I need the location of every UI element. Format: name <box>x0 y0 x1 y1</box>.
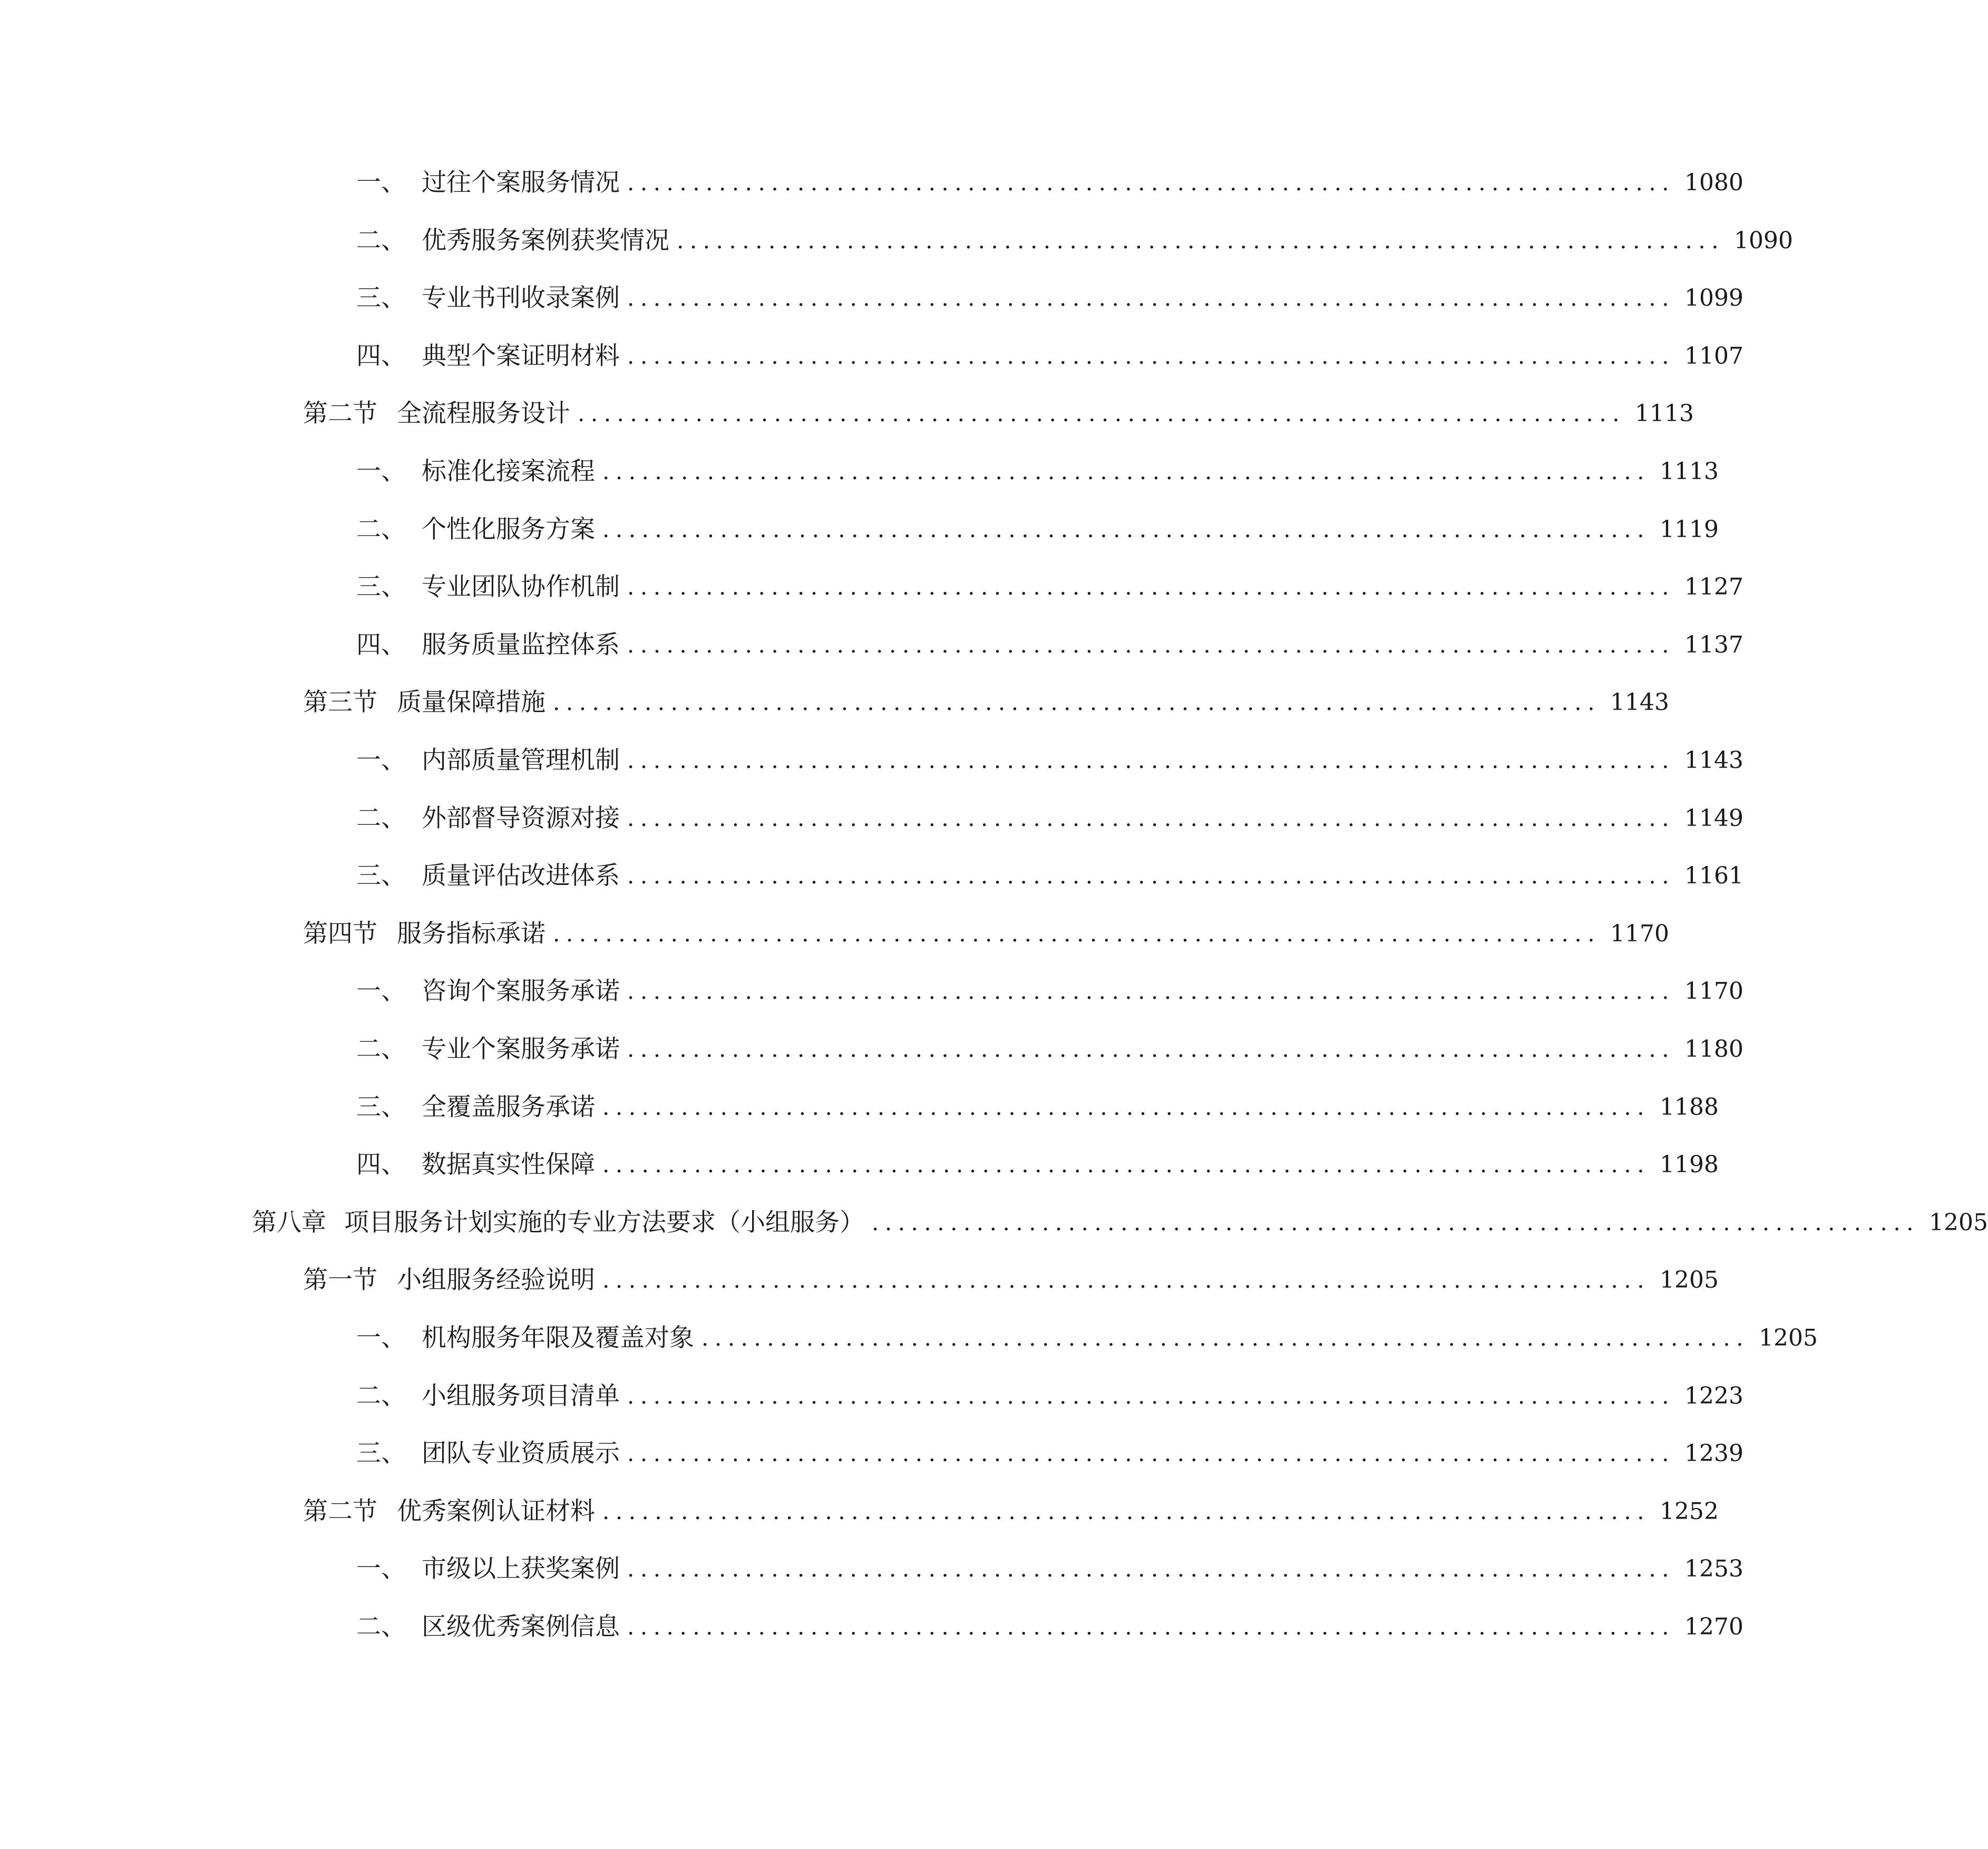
toc-entry-page-number: 1149 <box>1684 805 1744 832</box>
toc-dot-leader: ................................................................................ <box>578 401 1626 426</box>
toc-entry[interactable] <box>356 1606 1744 1648</box>
toc-entry-number: 二、 <box>356 515 406 544</box>
toc-entry-page-number: 1107 <box>1684 343 1744 369</box>
toc-entry-number: 第一节 <box>303 1266 377 1295</box>
toc-entry[interactable] <box>356 509 1719 551</box>
toc-dot-leader: ................................................................................ <box>602 1498 1651 1524</box>
toc-dot-leader: ................................................................................ <box>602 1267 1651 1293</box>
toc-dot-leader: ................................................................................ <box>553 921 1601 947</box>
toc-entry-title: 项目服务计划实施的专业方法要求（小组服务） <box>344 1208 864 1237</box>
toc-entry-title: 咨询个案服务承诺 <box>422 977 620 1006</box>
toc-entry[interactable] <box>303 1259 1719 1301</box>
toc-entry-number: 第二节 <box>303 399 377 428</box>
toc-dot-leader: ................................................................................ <box>627 1614 1675 1640</box>
toc-entry-title: 小组服务项目清单 <box>422 1381 620 1410</box>
toc-dot-leader: ................................................................................ <box>602 1094 1651 1120</box>
toc-entry[interactable] <box>356 739 1744 782</box>
toc-entry-number: 第二节 <box>303 1497 377 1526</box>
toc-entry-title: 机构服务年限及覆盖对象 <box>422 1324 694 1352</box>
toc-entry-page-number: 1170 <box>1610 920 1670 947</box>
toc-entry-page-number: 1205 <box>1660 1267 1719 1293</box>
toc-entry-title: 专业书刊收录案例 <box>422 284 620 313</box>
toc-entry-title: 质量评估改进体系 <box>422 861 620 890</box>
toc-entry-title: 全覆盖服务承诺 <box>422 1093 595 1122</box>
toc-entry[interactable] <box>356 1086 1719 1128</box>
toc-entry-number: 四、 <box>356 630 406 659</box>
toc-entry[interactable] <box>356 335 1744 377</box>
toc-entry-number: 三、 <box>356 1093 406 1122</box>
toc-dot-leader: ................................................................................ <box>872 1210 1920 1235</box>
toc-entry-title: 质量保障措施 <box>397 688 545 717</box>
toc-entry-number: 一、 <box>356 1554 406 1583</box>
toc-entry-number: 第八章 <box>252 1208 326 1237</box>
toc-entry-number: 四、 <box>356 1150 406 1179</box>
toc-entry-number: 三、 <box>356 1439 406 1468</box>
toc-dot-leader: ................................................................................ <box>627 632 1675 658</box>
toc-dot-leader: ................................................................................ <box>701 1325 1750 1351</box>
toc-entry-number: 二、 <box>356 1035 406 1064</box>
toc-entry-title: 服务指标承诺 <box>397 919 545 948</box>
toc-entry[interactable] <box>356 797 1744 840</box>
toc-entry-title: 典型个案证明材料 <box>422 342 620 371</box>
toc-dot-leader: ................................................................................ <box>627 1441 1675 1466</box>
toc-entry-page-number: 1113 <box>1660 458 1719 485</box>
toc-entry-title: 优秀案例认证材料 <box>397 1497 595 1526</box>
toc-entry-title: 外部督导资源对接 <box>422 804 620 833</box>
toc-entry-title: 过往个案服务情况 <box>422 168 620 197</box>
toc-entry-number: 二、 <box>356 1381 406 1410</box>
toc-entry-number: 二、 <box>356 1612 406 1641</box>
toc-entry-page-number: 1119 <box>1660 516 1719 543</box>
toc-entry-page-number: 1143 <box>1684 747 1744 774</box>
toc-entry[interactable] <box>356 220 1794 262</box>
toc-dot-leader: ................................................................................ <box>627 170 1675 196</box>
toc-entry-title: 区级优秀案例信息 <box>422 1612 620 1641</box>
toc-entry[interactable] <box>356 855 1744 897</box>
toc-dot-leader: ................................................................................ <box>627 747 1675 773</box>
toc-entry[interactable] <box>356 970 1744 1013</box>
toc-entry-number: 一、 <box>356 746 406 775</box>
toc-entry[interactable] <box>303 913 1670 955</box>
toc-entry[interactable] <box>303 682 1670 724</box>
toc-dot-leader: ................................................................................ <box>553 689 1601 715</box>
toc-entry-page-number: 1205 <box>1759 1325 1818 1351</box>
toc-entry-title: 市级以上获奖案例 <box>422 1554 620 1583</box>
toc-dot-leader: ................................................................................ <box>627 343 1675 369</box>
toc-entry-page-number: 1198 <box>1660 1151 1719 1178</box>
toc-entry-page-number: 1161 <box>1684 862 1744 889</box>
toc-entry-number: 一、 <box>356 1324 406 1352</box>
toc-entry-page-number: 1270 <box>1684 1613 1744 1640</box>
toc-entry[interactable] <box>356 1144 1719 1186</box>
toc-entry-title: 小组服务经验说明 <box>397 1266 595 1295</box>
toc-entry[interactable] <box>356 277 1744 319</box>
toc-entry-number: 三、 <box>356 284 406 313</box>
toc-entry-page-number: 1127 <box>1684 573 1744 600</box>
toc-dot-leader: ................................................................................ <box>602 1152 1651 1177</box>
toc-entry[interactable] <box>356 1317 1818 1359</box>
toc-entry-page-number: 1223 <box>1684 1383 1744 1409</box>
toc-entry-title: 个性化服务方案 <box>422 515 595 544</box>
toc-entry-number: 一、 <box>356 168 406 197</box>
toc-entry-title: 标准化接案流程 <box>422 457 595 486</box>
toc-entry[interactable] <box>356 1433 1744 1475</box>
toc-entry-title: 数据真实性保障 <box>422 1150 595 1179</box>
toc-entry[interactable] <box>356 1028 1744 1071</box>
toc-entry-page-number: 1205 <box>1929 1209 1988 1236</box>
toc-entry-number: 第四节 <box>303 919 377 948</box>
toc-entry-page-number: 1180 <box>1684 1036 1744 1063</box>
toc-entry-number: 一、 <box>356 977 406 1006</box>
toc-entry[interactable] <box>303 393 1694 435</box>
toc-entry-page-number: 1252 <box>1660 1498 1719 1525</box>
toc-entry-page-number: 1090 <box>1734 227 1794 254</box>
toc-entry-title: 服务质量监控体系 <box>422 630 620 659</box>
toc-entry-title: 全流程服务设计 <box>397 399 570 428</box>
toc-entry-number: 三、 <box>356 861 406 890</box>
toc-dot-leader: ................................................................................ <box>627 1036 1675 1062</box>
toc-dot-leader: ................................................................................ <box>602 517 1651 542</box>
toc-dot-leader: ................................................................................ <box>627 574 1675 600</box>
toc-dot-leader: ................................................................................ <box>627 285 1675 311</box>
toc-dot-leader: ................................................................................ <box>627 863 1675 889</box>
toc-entry-number: 四、 <box>356 342 406 371</box>
toc-entry-page-number: 1253 <box>1684 1555 1744 1582</box>
toc-entry-number: 二、 <box>356 804 406 833</box>
toc-entry-title: 团队专业资质展示 <box>422 1439 620 1468</box>
toc-entry-title: 专业个案服务承诺 <box>422 1035 620 1064</box>
toc-entry-number: 第三节 <box>303 688 377 717</box>
toc-entry-title: 优秀服务案例获奖情况 <box>422 226 669 255</box>
toc-entry-page-number: 1143 <box>1610 689 1670 716</box>
toc-entry-page-number: 1080 <box>1684 169 1744 196</box>
toc-entry[interactable] <box>356 1548 1744 1590</box>
toc-entry-page-number: 1170 <box>1684 978 1744 1005</box>
toc-dot-leader: ................................................................................ <box>677 228 1725 254</box>
toc-entry-page-number: 1239 <box>1684 1440 1744 1467</box>
toc-entry-number: 二、 <box>356 226 406 255</box>
toc-dot-leader: ................................................................................ <box>627 1556 1675 1582</box>
toc-entry-page-number: 1137 <box>1684 631 1744 658</box>
toc-entry[interactable] <box>356 1375 1744 1417</box>
toc-dot-leader: ................................................................................ <box>627 978 1675 1004</box>
toc-entry-title: 专业团队协作机制 <box>422 572 620 601</box>
toc-entry-page-number: 1113 <box>1635 400 1694 427</box>
toc-entry-number: 三、 <box>356 572 406 601</box>
toc-entry[interactable] <box>252 1202 1988 1244</box>
toc-entry[interactable] <box>303 1491 1719 1533</box>
toc-entry[interactable] <box>356 451 1719 493</box>
toc-entry-page-number: 1188 <box>1660 1094 1719 1121</box>
toc-entry[interactable] <box>356 624 1744 666</box>
toc-entry-title: 内部质量管理机制 <box>422 746 620 775</box>
toc-dot-leader: ................................................................................ <box>627 805 1675 831</box>
toc-entry-page-number: 1099 <box>1684 285 1744 312</box>
toc-entry[interactable] <box>356 162 1744 204</box>
toc-dot-leader: ................................................................................ <box>602 459 1651 484</box>
toc-dot-leader: ................................................................................ <box>627 1383 1675 1409</box>
toc-entry[interactable] <box>356 566 1744 608</box>
toc-entry-number: 一、 <box>356 457 406 486</box>
